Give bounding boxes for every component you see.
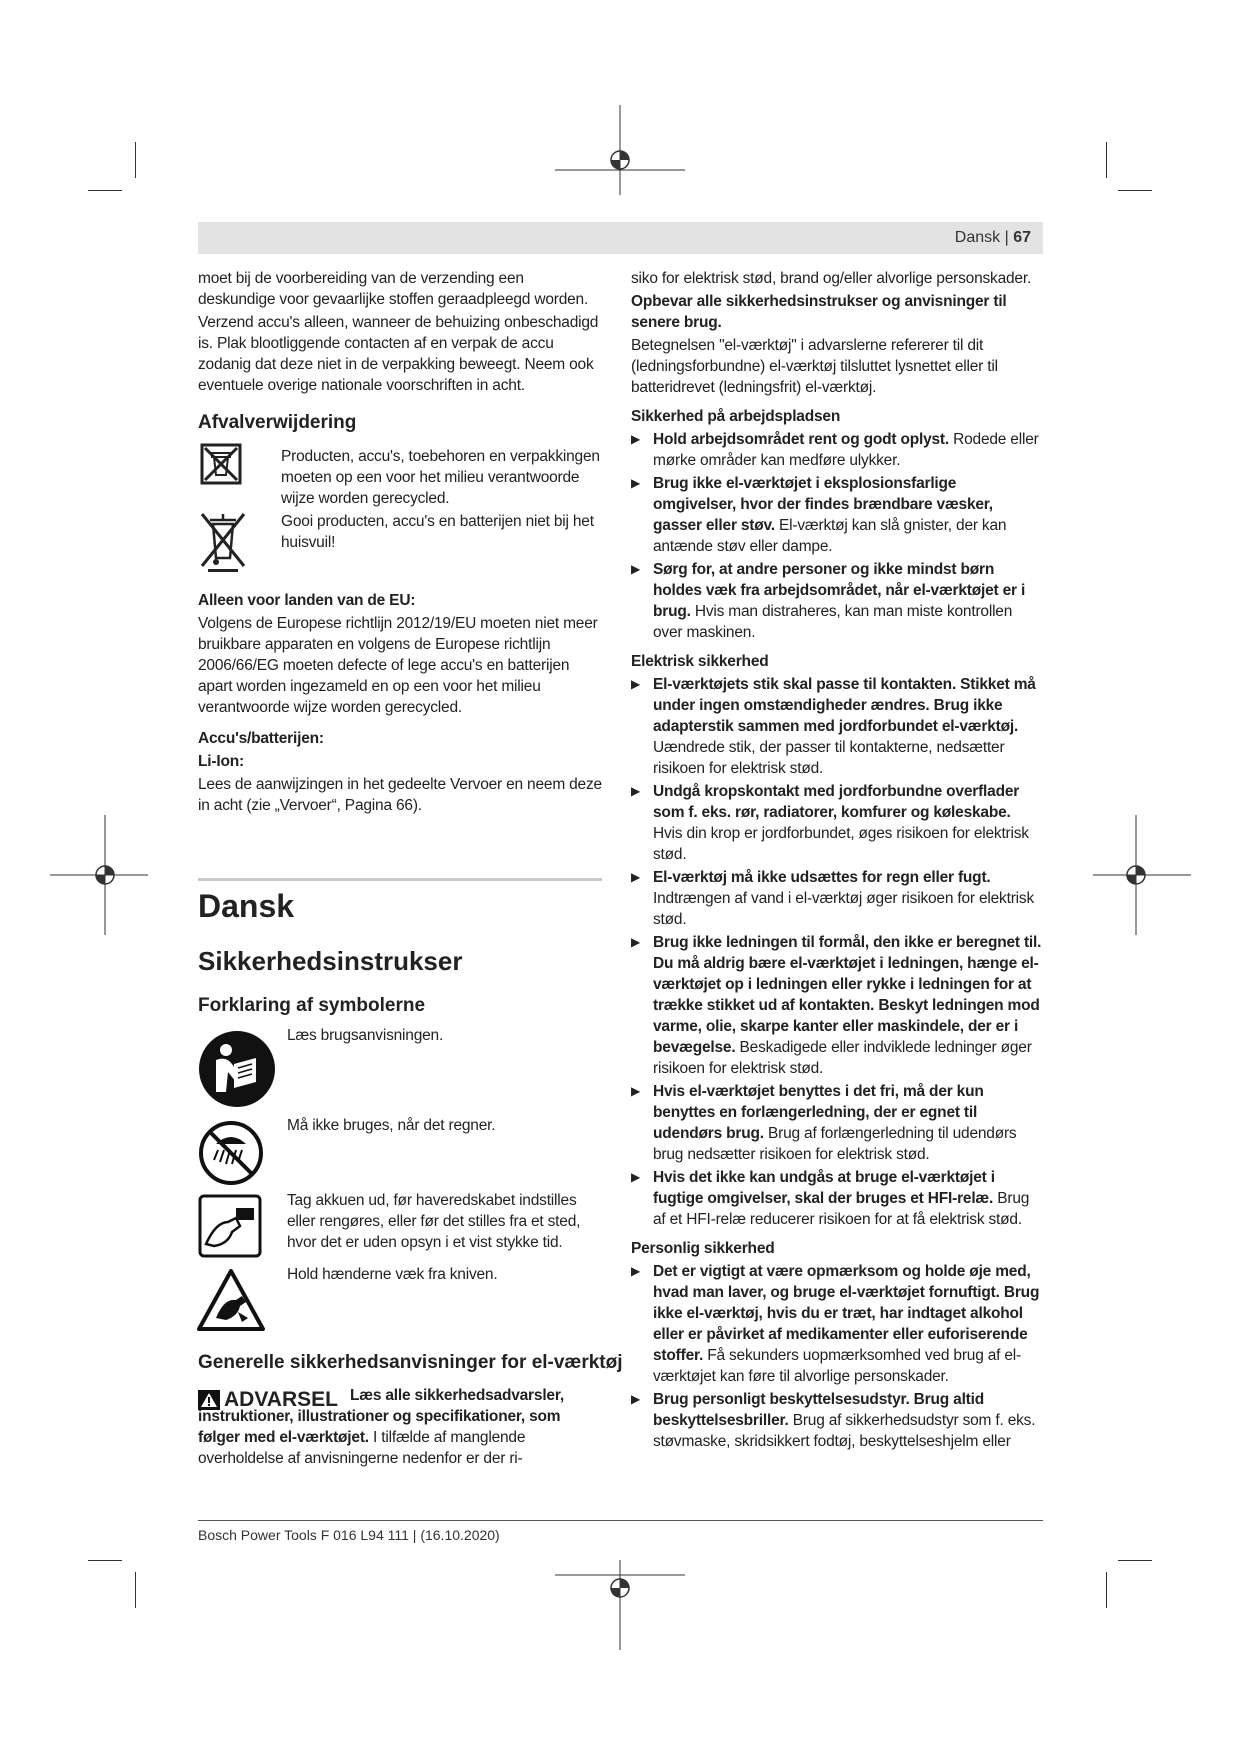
footer-rule xyxy=(198,1520,1043,1521)
bullet-arrow-icon: ▶ xyxy=(631,562,641,576)
intro-paragraph-2: Verzend accu's alleen, wanneer de behuizing onbeschadigd is. Plak blootliggende contacten af en verpak de accu zodanig dat deze niet in de verpakking beweegt. Neem ook eventuele overige nationale voorschriften in acht. xyxy=(198,314,599,394)
eu-heading: Alleen voor landen van de EU: xyxy=(198,592,416,609)
s3-heading: Personlig sikkerhed xyxy=(631,1240,775,1257)
crossed-bin-recycle-icon xyxy=(200,443,242,485)
liion-heading: Li-Ion: xyxy=(198,753,244,770)
blade-warning-icon xyxy=(196,1268,266,1332)
bullet-arrow-icon: ▶ xyxy=(631,1170,641,1184)
bullet-arrow-icon: ▶ xyxy=(631,1392,641,1406)
bullet-arrow-icon: ▶ xyxy=(631,432,641,446)
page-number: 67 xyxy=(1013,229,1031,246)
advarsel-label: ADVARSEL xyxy=(224,1388,338,1411)
registration-mark-icon xyxy=(48,810,148,940)
afval-heading: Afvalverwijdering xyxy=(198,412,357,433)
left-column xyxy=(198,268,604,398)
list-item: ▶ El-værktøjets stik skal passe til kontakten. Stikket må under ingen omstændigheder ændres. Brug ikke adapterstik sammen med jordforbundet el-værktøj. Uændrede stik, der passer til kontakterne, nedsætter risikoen for elektrisk stød. xyxy=(631,676,1036,777)
registration-mark-icon xyxy=(550,100,690,200)
s2-heading: Elektrisk sikkerhed xyxy=(631,653,769,670)
bullet-arrow-icon: ▶ xyxy=(631,677,641,691)
bullet-arrow-icon: ▶ xyxy=(631,476,641,490)
footer-text: Bosch Power Tools F 016 L94 111 | (16.10.2020) xyxy=(198,1527,500,1543)
header-language: Dansk xyxy=(954,229,1001,246)
right-column xyxy=(631,268,1043,1454)
eu-text: Volgens de Europese richtlijn 2012/19/EU moeten niet meer bruikbare apparaten en volgens de Europese richtlijn 2006/66/EG moeten defecte of lege accu's en batterijen apart worden ingezameld en op een voor het milieu verantwoorde wijze worden gerecycled. xyxy=(198,615,598,716)
header-label: Dansk | 67 xyxy=(954,229,1031,246)
list-item: ▶ Det er vigtigt at være opmærksom og holde øje med, hvad man laver, og bruge el-værktøjet fornuftigt. Brug ikke el-værktøj, hvis du er træt, har indtaget alkohol eller er påvirket af medikamenter eller euforiserende stoffer. Få sekunders uopmærksomhed ved brug af el-værktøjet kan føre til alvorlige personskader. xyxy=(631,1263,1040,1385)
section-divider xyxy=(198,878,602,881)
registration-mark-icon xyxy=(550,1555,690,1655)
list-item: ▶ Sørg for, at andre personer og ikke mindst børn holdes væk fra arbejdsområdet, når el-værktøjet er i brug. Hvis man distraheres, kan man miste kontrollen over maskinen. xyxy=(631,561,1026,641)
right-p3: Betegnelsen "el-værktøj" i advarslerne refererer til dit (ledningsforbundne) el-værktøj tilsluttet lysnettet eller til batteridrevet (ledningsfrit) el-værktøj. xyxy=(631,337,998,396)
eu-section xyxy=(198,590,604,818)
crossed-wheelie-bin-icon xyxy=(198,510,248,572)
symbol-text-blade-warning: Hold hænderne væk fra kniven. xyxy=(287,1266,498,1283)
list-item: ▶ Brug personligt beskyttelsesudstyr. Brug altid beskyttelsesbriller. Brug af sikkerhedsudstyr som f. eks. støvmaske, skridsikkert fodtøj, beskyttelseshjelm eller xyxy=(631,1391,1036,1450)
bullet-arrow-icon: ▶ xyxy=(631,1084,641,1098)
remove-battery-icon xyxy=(198,1194,262,1258)
bullet-arrow-icon: ▶ xyxy=(631,784,641,798)
no-rain-icon xyxy=(198,1120,264,1186)
sikkerhed-title: Sikkerhedsinstrukser xyxy=(198,946,463,976)
right-p1: siko for elektrisk stød, brand og/eller alvorlige personskader. xyxy=(631,270,1032,287)
list-item: ▶ Hvis det ikke kan undgås at bruge el-værktøjet i fugtige omgivelser, skal der bruges et HFI-relæ. Brug af et HFI-relæ reducerer risikoen for at få elektrisk stød. xyxy=(631,1169,1030,1228)
afval-text-2: Gooi producten, accu's en batterijen niet bij het huisvuil! xyxy=(281,513,594,551)
page-header xyxy=(198,222,1043,254)
symbol-text-no-rain: Må ikke bruges, når det regner. xyxy=(287,1117,496,1134)
accu-heading: Accu's/batterijen: xyxy=(198,730,324,747)
advarsel-text-block xyxy=(198,1385,604,1469)
dansk-title: Dansk xyxy=(198,888,295,924)
afval-text-1: Producten, accu's, toebehoren en verpakkingen moeten op een voor het milieu verantwoorde wijze worden gerecycled. xyxy=(281,448,600,507)
generelle-heading: Generelle sikkerhedsanvisninger for el-værktøj xyxy=(198,1352,623,1373)
s1-heading: Sikkerhed på arbejdspladsen xyxy=(631,408,841,425)
symbol-text-read-manual: Læs brugsanvisningen. xyxy=(287,1027,444,1044)
bullet-arrow-icon: ▶ xyxy=(631,1264,641,1278)
symbol-text-remove-battery: Tag akkuen ud, før haveredskabet indstilles eller rengøres, eller før det stilles fra et sted, hvor det er uden opsyn i et vist stykke tid. xyxy=(287,1192,581,1251)
right-p2: Opbevar alle sikkerhedsinstrukser og anvisninger til senere brug. xyxy=(631,293,1007,331)
bullet-arrow-icon: ▶ xyxy=(631,870,641,884)
list-item: ▶ Undgå kropskontakt med jordforbundne overflader som f. eks. rør, radiatorer, komfurer og køleskabe. Hvis din krop er jordforbundet, øges risikoen for elektrisk stød. xyxy=(631,783,1029,863)
advarsel-bold-text: Læs alle sikkerhedsadvarsler, instruktioner, illustrationer og specifikationer, som følger med el-værktøjet. xyxy=(198,1387,564,1446)
liion-text: Lees de aanwijzingen in het gedeelte Vervoer en neem deze in acht (zie „Vervoer“, Pagina 66). xyxy=(198,776,602,814)
list-item: ▶ Hvis el-værktøjet benyttes i det fri, må der kun benyttes en forlængerledning, der er egnet til udendørs brug. Brug af forlængerledning til udendørs brug nedsætter risikoen for elektrisk stød. xyxy=(631,1083,1017,1163)
registration-mark-icon xyxy=(1093,810,1193,940)
list-item: ▶ Hold arbejdsområdet rent og godt oplyst. Rodede eller mørke områder kan medføre ulykker. xyxy=(631,431,1039,469)
advarsel-text: I tilfælde af manglende overholdelse af anvisningerne nedenfor er der ri- xyxy=(198,1429,526,1467)
list-item: ▶ Brug ikke ledningen til formål, den ikke er beregnet til. Du må aldrig bære el-værktøjet i ledningen, hænge el-værktøjet op i ledningen eller rykke i ledningen for at trække stikket ud af kontakten. Beskyt ledningen mod varme, olie, skarpe kanter eller maskindele, der er i bevægelse. Beskadigede eller indviklede ledninger øger risikoen for elektrisk stød. xyxy=(631,934,1042,1077)
intro-paragraph-1: moet bij de voorbereiding van de verzending een deskundige voor gevaarlijke stoffen geraadpleegd worden. xyxy=(198,270,589,308)
symbol-heading: Forklaring af symbolerne xyxy=(198,995,426,1016)
read-manual-icon xyxy=(198,1030,276,1108)
bullet-arrow-icon: ▶ xyxy=(631,935,641,949)
list-item: ▶ El-værktøj må ikke udsættes for regn eller fugt. Indtrængen af vand i el-værktøj øger risikoen for elektrisk stød. xyxy=(631,869,1035,928)
list-item: ▶ Brug ikke el-værktøjet i eksplosionsfarlige omgivelser, hvor der findes brændbare væsker, gasser eller støv. El-værktøj kan slå gnister, der kan antænde støv eller dampe. xyxy=(631,475,1007,555)
